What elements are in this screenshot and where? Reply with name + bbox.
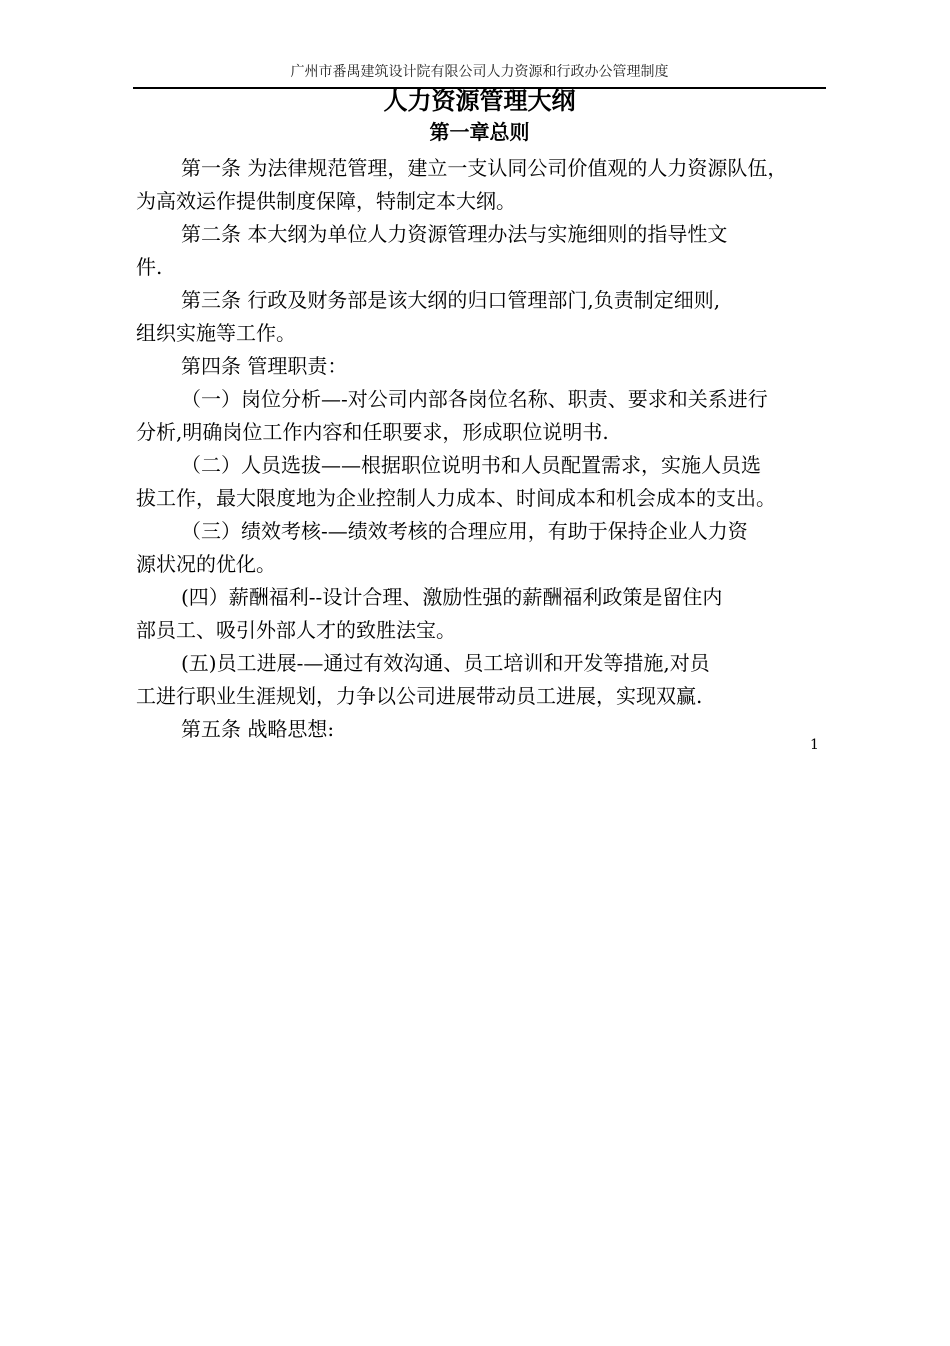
- text-line: 拔工作，最大限度地为企业控制人力成本、时间成本和机会成本的支出。: [136, 486, 776, 510]
- article-5: [136, 713, 836, 746]
- text-line: 第三条 行政及财务部是该大纲的归口管理部门,负责制定细则,: [181, 288, 721, 312]
- text-line: （一）岗位分析—-对公司内部各岗位名称、职责、要求和关系进行: [181, 387, 768, 411]
- text-line: 组织实施等工作。: [136, 321, 296, 345]
- text-line: (四）薪酬福利--设计合理、激励性强的薪酬福利政策是留住内: [181, 585, 723, 609]
- article-3: [136, 284, 836, 350]
- duty-item-3: [136, 515, 836, 581]
- article-4: [136, 350, 836, 383]
- document-body: [136, 152, 836, 746]
- text-line: 件.: [136, 255, 163, 279]
- duty-item-5: [136, 647, 836, 713]
- duty-item-2: [136, 449, 836, 515]
- running-header: 广州市番禺建筑设计院有限公司人力资源和行政办公管理制度: [290, 64, 669, 80]
- text-line: 源状况的优化。: [136, 552, 276, 576]
- text-line: 第一条 为法律规范管理，建立一支认同公司价值观的人力资源队伍，: [181, 156, 788, 180]
- text-line: 分析,明确岗位工作内容和任职要求，形成职位说明书.: [136, 420, 609, 444]
- text-line: 第五条 战略思想:: [181, 717, 335, 741]
- text-line: （二）人员选拔——根据职位说明书和人员配置需求，实施人员选: [181, 453, 761, 477]
- duty-item-4: [136, 581, 836, 647]
- article-2: [136, 218, 836, 284]
- text-line: 为高效运作提供制度保障，特制定本大纲。: [136, 189, 516, 213]
- text-line: (五)员工进展-—通过有效沟通、员工培训和开发等措施,对员: [181, 651, 710, 675]
- duty-item-1: [136, 383, 836, 449]
- text-line: 部员工、吸引外部人才的致胜法宝。: [136, 618, 456, 642]
- text-line: 第二条 本大纲为单位人力资源管理办法与实施细则的指导性文: [181, 222, 728, 246]
- page-number: 1: [810, 737, 819, 753]
- text-line: （三）绩效考核-—绩效考核的合理应用，有助于保持企业人力资: [181, 519, 748, 543]
- text-line: 工进行职业生涯规划，力争以公司进展带动员工进展，实现双赢.: [136, 684, 703, 708]
- article-1: [136, 152, 836, 218]
- document-title: 人力资源管理大纲: [383, 86, 576, 115]
- text-line: 第四条 管理职责：: [181, 354, 348, 378]
- chapter-title: 第一章总则: [429, 120, 530, 144]
